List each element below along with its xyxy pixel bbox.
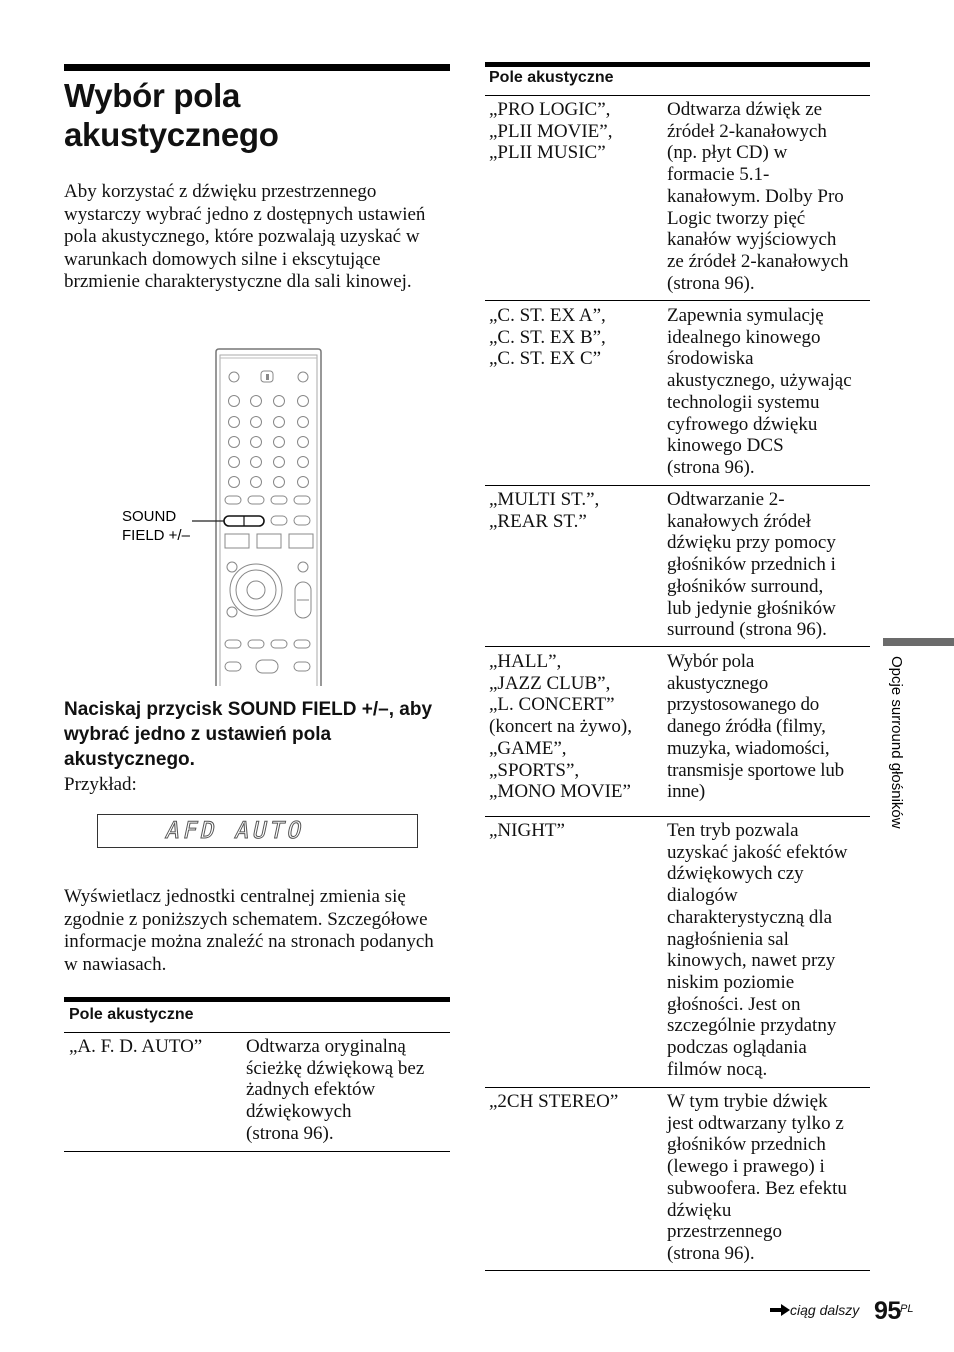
- right-table-row-rule: [485, 300, 870, 301]
- right-table-field-cinema-studio: „C. ST. EX A”, „C. ST. EX B”, „C. ST. EX C”: [489, 305, 606, 370]
- page-title-line1: Wybór pola: [64, 77, 241, 114]
- display-description: Wyświetlacz jednostki centralnej zmienia się zgodnie z poniższych schematem. Szczegółowe informacje można znaleźć na stronach podanych w nawiasach.: [64, 886, 434, 975]
- left-table-desc-afd-auto: Odtwarza oryginalną ścieżkę dźwiękową bez żadnych efektów dźwiękowych (strona 96).: [246, 1036, 425, 1144]
- right-table-field-multi-rear: „MULTI ST.”, „REAR ST.”: [489, 489, 600, 532]
- right-table-desc-multi-rear: Odtwarzanie 2- kanałowych źródeł dźwięku przy pomocy głośników przednich i głośników surround, lub jedynie głośników surround (strona 96).: [667, 489, 836, 641]
- right-table-field-pro-logic: „PRO LOGIC”, „PLII MOVIE”, „PLII MUSIC”: [489, 99, 613, 164]
- left-table-top-rule: [64, 997, 450, 1002]
- right-table-desc-pro-logic: Odtwarza dźwięk ze źródeł 2-kanałowych (np. płyt CD) w formacie 5.1- kanałowym. Dolby Pro Logic tworzy pięć kanałów wyjściowych ze źródeł 2-kanałowych (strona 96).: [667, 99, 849, 294]
- continued-label: ciąg dalszy: [790, 1302, 860, 1318]
- side-tab-section-label: Opcje surround głośników: [888, 656, 905, 829]
- right-table-desc-2ch-stereo: W tym trybie dźwięk jest odtwarzany tylko z głośników przednich (lewego i prawego) i subwoofera. Bez efektu dźwięku przestrzennego (strona 96).: [667, 1091, 847, 1264]
- right-table-row-rule: [485, 485, 870, 486]
- right-table-bottom-rule: [485, 1270, 870, 1271]
- right-table-field-hall-etc: „HALL”, „JAZZ CLUB”, „L. CONCERT” (koncert na żywo), „GAME”, „SPORTS”, „MONO MOVIE”: [489, 651, 632, 803]
- sound-field-callout: [122, 507, 190, 545]
- intro-paragraph: Aby korzystać z dźwięku przestrzennego wystarczy wybrać jedno z dostępnych ustawień pola akustycznego, które pozwalają uzyskać w warunkach domowych silne i ekscytujące brzmienie charakterystyczne dla sali kinowej.: [64, 181, 426, 293]
- continued-note: [770, 1300, 859, 1320]
- right-table-desc-cinema-studio: Zapewnia symulację idealnego kinowego środowiska akustycznego, używając technologii systemu cyfrowego dźwięku kinowego DCS (strona 96).: [667, 305, 852, 478]
- right-table-row-rule: [485, 646, 870, 647]
- sound-field-callout-line1: SOUND: [122, 508, 177, 525]
- right-table-row-rule: [485, 1087, 870, 1088]
- display-example-text: AFD AUTO: [163, 818, 308, 844]
- sound-field-callout-line2: FIELD +/–: [122, 527, 190, 544]
- page-language-suffix: PL: [900, 1303, 914, 1315]
- right-table-field-2ch-stereo: „2CH STEREO”: [489, 1091, 619, 1112]
- right-table-desc-hall-etc: Wybór pola akustycznego przystosowanego do danego źródła (filmy, muzyka, wiadomości, transmisje sportowe lub inne): [667, 651, 844, 803]
- left-table-field-afd-auto: „A. F. D. AUTO”: [69, 1036, 203, 1057]
- left-table-header-rule: [64, 1032, 450, 1033]
- arrow-right-icon: [770, 1300, 790, 1320]
- right-table-header: Pole akustyczne: [489, 69, 614, 86]
- page-number: 95: [874, 1297, 901, 1325]
- right-table-header-rule: [485, 95, 870, 96]
- title-rule: [64, 64, 450, 71]
- right-table-row-rule: [485, 816, 870, 817]
- example-label: Przykład:: [64, 774, 137, 795]
- side-tab-bar: [883, 638, 954, 646]
- left-table-header: Pole akustyczne: [69, 1006, 194, 1023]
- instruction-heading: Naciskaj przycisk SOUND FIELD +/–, aby wybrać jedno z ustawień pola akustycznego.: [64, 699, 433, 770]
- page-title: [64, 76, 450, 154]
- page-title-line2: akustycznego: [64, 116, 279, 153]
- left-table-bottom-rule: [64, 1151, 450, 1152]
- display-example-box: [97, 814, 418, 848]
- right-table-desc-night: Ten tryb pozwala uzyskać jakość efektów dźwiękowych czy dialogów charakterystyczną dla nagłośnienia sal kinowych, nawet przy niskim poziomie głośności. Jest on szczególnie przydatny podczas oglądania filmów nocą.: [667, 820, 848, 1080]
- right-table-field-night: „NIGHT”: [489, 820, 565, 841]
- right-table-top-rule: [485, 62, 870, 67]
